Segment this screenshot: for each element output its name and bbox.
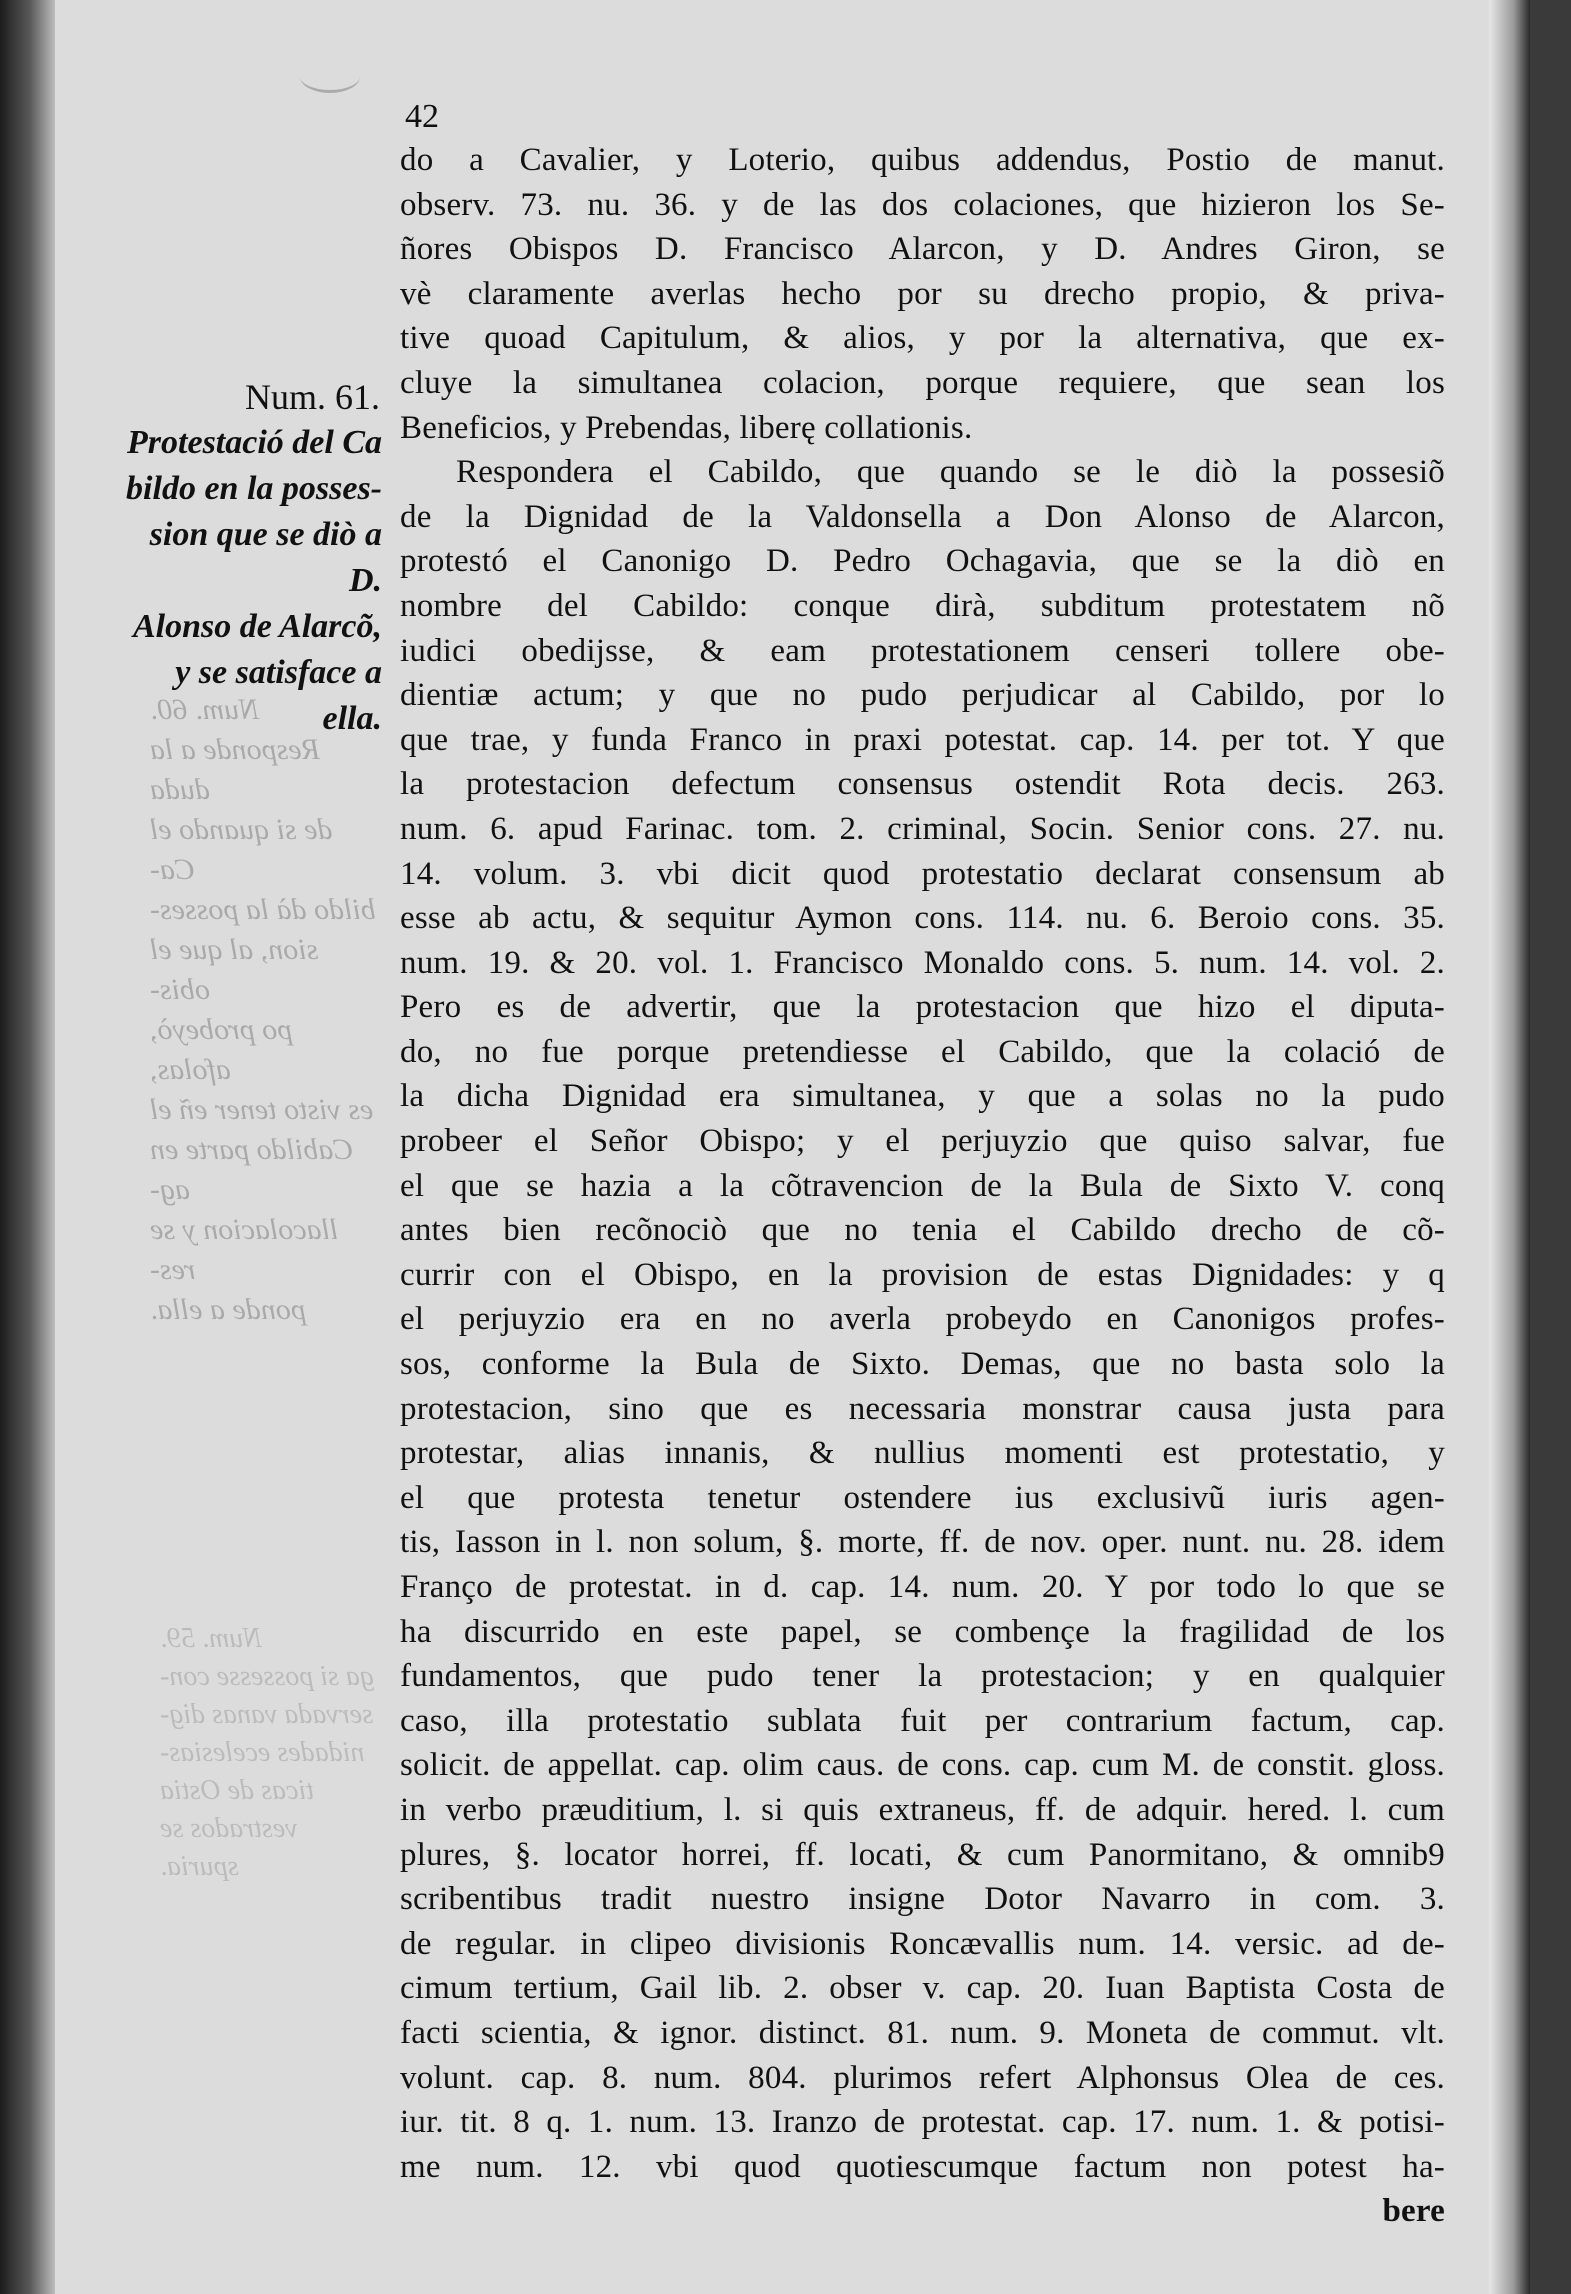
margin-note-line: Protestació del Ca <box>127 424 382 461</box>
text-line: tis, Iasson in l. non solum, §. morte, ff. de nov. oper. nunt. nu. 28. idem <box>400 1524 1445 1561</box>
text-line: ha discurrido en este papel, se combençe la fragilidad de los <box>400 1613 1445 1650</box>
bleed-line: llacolacion y se res- <box>150 1213 339 1286</box>
text-line: el que se hazia a la cõtravencion de la Bula de Sixto V. conq <box>400 1167 1445 1204</box>
text-line: do, no fue porque pretendiesse el Cabildo, que la colació de <box>400 1033 1445 1070</box>
bleed-line: Cabildo parte en ag- <box>150 1133 354 1206</box>
text-line: Pero es de advertir, que la protestacion que hizo el diputa- <box>400 989 1445 1026</box>
text-line: iudici obedijsse, & eam protestationem censeri tollere obe- <box>400 632 1445 669</box>
text-line: fundamentos, que pudo tener la protestacion; y en qualquier <box>400 1658 1445 1695</box>
bleed-line: sion, al que el obis- <box>150 933 319 1006</box>
bleed-line: Num. 59. <box>160 1623 262 1654</box>
text-line: cimum tertium, Gail lib. 2. obser v. cap. 20. Iuan Baptista Costa de <box>400 1970 1445 2007</box>
bleed-line: Num. 60. <box>150 693 260 726</box>
bleed-line: bildo dà la posses- <box>150 893 376 926</box>
text-line: la protestacion defectum consensus ostendit Rota decis. 263. <box>400 766 1445 803</box>
text-line: vè claramente averlas hecho por su drecho propio, & priva- <box>400 275 1445 312</box>
bleed-through-note-lower <box>160 1620 380 1886</box>
text-line: sos, conforme la Bula de Sixto. Demas, que no basta solo la <box>400 1346 1445 1383</box>
body-text <box>400 138 1445 2234</box>
text-line: do a Cavalier, y Loterio, quibus addendus, Postio de manut. <box>400 142 1445 178</box>
text-line: la dicha Dignidad era simultanea, y que a solas no la pudo <box>400 1078 1445 1115</box>
bleed-line: po probeyò, afolas, <box>150 1013 293 1086</box>
text-line: currir con el Obispo, en la provision de estas Dignidades: y q <box>400 1256 1445 1293</box>
text-line: observ. 73. nu. 36. y de las dos colaciones, que hizieron los Se- <box>400 186 1445 223</box>
text-line: Respondera el Cabildo, que quando se le diò la possesiõ <box>456 454 1445 491</box>
text-line: de regular. in clipeo divisionis Roncævallis num. 14. versic. ad de- <box>400 1925 1445 1962</box>
bleed-line: ga si possesse con- <box>160 1661 374 1692</box>
text-line: cluye la simultanea colacion, porque requiere, que sean los <box>400 364 1445 401</box>
text-line: solicit. de appellat. cap. olim caus. de cons. cap. cum M. de constit. gloss. <box>400 1747 1445 1784</box>
text-line: iur. tit. 8 q. 1. num. 13. Iranzo de protestat. cap. 17. num. 1. & potisi- <box>400 2104 1445 2141</box>
text-line: ñores Obispos D. Francisco Alarcon, y D. Andres Giron, se <box>400 231 1445 268</box>
bleed-line: es visto tener eñ el <box>150 1093 374 1126</box>
text-line: in verbo præuditium, l. si quis extraneus, ff. de adquir. hered. l. cum <box>400 1791 1445 1828</box>
text-line: volunt. cap. 8. num. 804. plurimos refert Alphonsus Olea de ces. <box>400 2059 1445 2096</box>
text-line: 14. volum. 3. vbi dicit quod protestatio declarat consensum ab <box>400 855 1445 892</box>
text-line: facti scientia, & ignor. distinct. 81. num. 9. Moneta de commut. vlt. <box>400 2014 1445 2051</box>
text-line: tive quoad Capitulum, & alios, y por la alternativa, que ex- <box>400 320 1445 357</box>
margin-note-line: sion que se diò a D. <box>149 516 382 599</box>
text-line: num. 6. apud Farinac. tom. 2. criminal, Socin. Senior cons. 27. nu. <box>400 810 1445 847</box>
bleed-line: ticas de Ostia <box>160 1775 314 1806</box>
text-line: dientiæ actum; y que no pudo perjudicar al Cabildo, por lo <box>400 677 1445 714</box>
text-line: scribentibus tradit nuestro insigne Dotor Navarro in com. 3. <box>400 1881 1445 1918</box>
page-edge-shadow <box>1489 0 1530 2294</box>
margin-note-line: Alonso de Alarcõ, <box>132 608 382 645</box>
margin-paragraph-number: Num. 61. <box>245 377 380 417</box>
text-line: esse ab actu, & sequitur Aymon cons. 114. nu. 6. Beroio cons. 35. <box>400 900 1445 937</box>
bleed-through-note <box>150 690 380 1330</box>
text-line: protestó el Canonigo D. Pedro Ochagavia, que se la diò en <box>400 543 1445 580</box>
text-line: el que protesta tenetur ostendere ius exclusivũ iuris agen- <box>400 1479 1445 1516</box>
text-line: plures, §. locator horrei, ff. locati, & cum Panormitano, & omnib9 <box>400 1836 1445 1873</box>
text-line: protestar, alias innanis, & nullius momenti est protestatio, y <box>400 1435 1445 1472</box>
bleed-line: de si quando el Ca- <box>150 813 333 886</box>
text-line: el perjuyzio era en no averla probeydo en Canonigos profes- <box>400 1301 1445 1338</box>
text-line: probeer el Señor Obispo; y el perjuyzio que quiso salvar, fue <box>400 1123 1445 1160</box>
handwritten-ink-mark <box>300 60 360 93</box>
text-line: antes bien recõnociò que no tenia el Cabildo drecho de cõ- <box>400 1212 1445 1249</box>
bleed-line: servada vanas dig- <box>160 1699 374 1730</box>
page-number: 42 <box>405 98 439 135</box>
bleed-line: nidades ecelesias- <box>160 1737 365 1768</box>
catchword: bere <box>1382 2193 1445 2230</box>
text-line: protestacion, sino que es necessaria monstrar causa justa para <box>400 1390 1445 1427</box>
bleed-line: Responde a la duda <box>150 733 320 806</box>
text-line: que trae, y funda Franco in praxi potestat. cap. 14. per tot. Y que <box>400 721 1445 758</box>
text-line: de la Dignidad de la Valdonsella a Don Alonso de Alarcon, <box>400 498 1445 535</box>
bleed-line: ponde a ella. <box>150 1293 306 1326</box>
margin-note-line: bildo en la posses- <box>126 470 382 507</box>
text-line: nombre del Cabildo: conque dirà, subditum protestatem nõ <box>400 587 1445 624</box>
bleed-line: vestrados se spuria. <box>160 1813 298 1882</box>
text-line: num. 19. & 20. vol. 1. Francisco Monaldo cons. 5. num. 14. vol. 2. <box>400 944 1445 981</box>
scan-gutter-shadow <box>0 0 55 2294</box>
text-line: Franço de protestat. in d. cap. 14. num. 20. Y por todo lo que se <box>400 1569 1445 1605</box>
margin-note-line: y se satisface a ella. <box>175 654 382 737</box>
text-line: me num. 12. vbi quod quotiescumque factum non potest ha- <box>400 2148 1445 2185</box>
text-line: caso, illa protestatio sublata fuit per contrarium factum, cap. <box>400 1702 1445 1739</box>
text-line: Beneficios, y Prebendas, liberę collationis. <box>400 409 973 446</box>
